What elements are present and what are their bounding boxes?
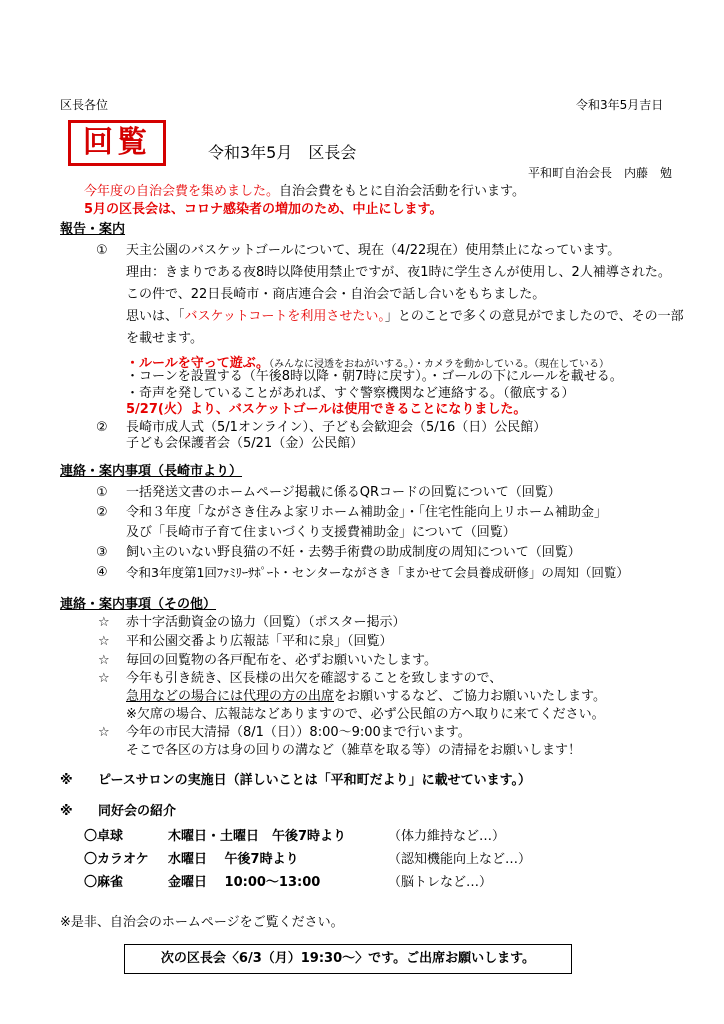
other-heading: 連絡・案内事項（その他） bbox=[60, 597, 217, 612]
club-1-when: 木曜日・土曜日 午後7時より bbox=[168, 829, 347, 844]
report-item2-line1: 長崎市成人式（5/1オンライン）、子ども会歓迎会（5/16（日）公民館） bbox=[126, 420, 547, 435]
report-item1-line4-red: バスケットコートを利用させたい。 bbox=[184, 309, 385, 324]
peace-salon-note bbox=[60, 772, 531, 790]
club-2-name: 〇カラオケ bbox=[84, 852, 149, 867]
city-item1-marker: ① bbox=[96, 485, 108, 500]
clubs-heading-row bbox=[60, 803, 176, 821]
other-item5-marker: ☆ bbox=[98, 725, 110, 740]
intro-cancel-notice: 5月の区長会は、コロナ感染者の増加のため、中止にします。 bbox=[84, 202, 443, 217]
club-3-desc: （脳トレなど…） bbox=[388, 875, 493, 890]
city-item3-marker: ③ bbox=[96, 545, 108, 560]
club-1-desc: （体力維持など…） bbox=[388, 829, 506, 844]
report-item2-marker: ② bbox=[96, 420, 108, 435]
other-item4-line3: ※欠席の場合、広報誌などありますので、必ず公民館の方へ取りに来てください。 bbox=[126, 707, 605, 722]
city-item2-marker: ② bbox=[96, 505, 108, 520]
club-3-name: 〇麻雀 bbox=[84, 875, 124, 890]
other-item1-line1: 赤十字活動資金の協力（回覧）（ポスター掲示） bbox=[126, 615, 406, 630]
sender: 平和町自治会長 内藤 勉 bbox=[528, 166, 673, 180]
report-item1-line5: を載せます。 bbox=[126, 331, 203, 346]
other-item2-line1: 平和公園交番より広報誌「平和に泉」（回覧） bbox=[126, 634, 393, 649]
report-item1-line1: 天主公園のバスケットゴールについて、現在（4/22現在）使用禁止になっています。 bbox=[126, 243, 621, 258]
note-mark: ※ bbox=[60, 773, 73, 788]
other-item2-marker: ☆ bbox=[98, 634, 110, 649]
homepage-note: ※是非、自治会のホームページをご覧ください。 bbox=[60, 915, 344, 930]
other-item4-line2-underlined: 急用などの場合には代理の方の出席 bbox=[126, 689, 335, 704]
other-item4-line1: 今年も引き続き、区長様の出欠を確認することを致しますので、 bbox=[126, 671, 503, 686]
date: 令和3年5月吉日 bbox=[576, 98, 664, 112]
other-item4-line2-rest: をお願いするなど、ご協力お願いいたします。 bbox=[334, 689, 606, 704]
club-3-when: 金曜日 10:00～13:00 bbox=[168, 875, 321, 890]
report-bullet-1-small: （みんなに浸透をおねがいする。）・カメラを動かしている。（現在している） bbox=[269, 359, 610, 370]
report-item1-marker: ① bbox=[96, 243, 108, 258]
city-item2-line2: 及び「長崎市子育て住まいづくり支援費補助金」について（回覧） bbox=[126, 525, 516, 540]
other-item4-line2 bbox=[126, 688, 606, 706]
intro-fee-usage: 自治会費をもとに自治会活動を行います。 bbox=[279, 184, 525, 199]
club-2-desc: （認知機能向上など…） bbox=[388, 852, 532, 867]
report-item1-line2: 理由：きまりである夜8時以降使用禁止ですが、夜1時に学生さんが使用し、2人補導された。 bbox=[126, 265, 671, 280]
other-item3-line1: 毎回の回覧物の各戸配布を、必ずお願いいたします。 bbox=[126, 653, 437, 668]
city-item4-line1: 令和3年度第1回ﾌｧﾐﾘｰｻﾎﾟｰﾄ・センターながさき「まかせて会員養成研修」の周知（回覧） bbox=[126, 565, 629, 580]
club-1-name: 〇卓球 bbox=[84, 829, 124, 844]
other-item4-marker: ☆ bbox=[98, 671, 110, 686]
other-item1-marker: ☆ bbox=[98, 615, 110, 630]
report-item1-line3: この件で、22日長崎市・商店連合会・自治会で話し合いをもちました。 bbox=[126, 287, 546, 302]
report-bullet-2: ・コーンを設置する（午後8時以降・朝7時に戻す）。・ゴールの下にルールを載せる。 bbox=[126, 369, 623, 384]
city-item1-line1: 一括発送文書のホームページ掲載に係るQRコードの回覧について（回覧） bbox=[126, 485, 561, 500]
city-item2-line1: 令和３年度「ながさき住みよ家リホーム補助金」・「住宅性能向上リホーム補助金」 bbox=[126, 505, 608, 520]
report-bullet-3: ・奇声を発していることがあれば、すぐ警察機関など連絡する。（徹底する） bbox=[126, 386, 575, 401]
other-item5-line2: そこで各区の方は身の回りの溝など（雑草を取る等）の清掃をお願いします！ bbox=[126, 743, 582, 758]
report-item2-line2: 子ども会保護者会（5/21（金）公民館） bbox=[126, 436, 364, 451]
note-mark-2: ※ bbox=[60, 804, 73, 819]
report-item1-line4-pre: 思いは、「 bbox=[126, 309, 185, 324]
intro-fee-notice: 今年度の自治会費を集めました。 bbox=[84, 184, 280, 199]
addressee: 区長各位 bbox=[60, 98, 109, 112]
other-item3-marker: ☆ bbox=[98, 653, 110, 668]
report-item1-line4-post: 」とのことで多くの意見がでましたので、その一部 bbox=[384, 309, 684, 324]
page-title: 令和3年5月 区長会 bbox=[208, 143, 357, 162]
report-item1-line4 bbox=[126, 308, 684, 326]
next-meeting-box: 次の区長会〈6/3（月）19:30～〉です。ご出席お願いします。 bbox=[124, 944, 572, 974]
peace-salon-text: ピースサロンの実施日（詳しいことは「平和町だより」に載せています。） bbox=[98, 773, 532, 788]
city-item3-line1: 飼い主のいない野良猫の不妊・去勢手術費の助成制度の周知について（回覧） bbox=[126, 545, 581, 560]
intro-line-1 bbox=[84, 183, 525, 201]
kairan-stamp: 回覧 bbox=[68, 120, 166, 166]
city-item4-marker: ④ bbox=[96, 565, 108, 580]
other-item5-line1: 今年の市民大清掃（8/1（日））8:00～9:00まで行います。 bbox=[126, 725, 471, 740]
city-heading: 連絡・案内事項（長崎市より） bbox=[60, 464, 243, 479]
clubs-heading: 同好会の紹介 bbox=[98, 804, 177, 819]
report-bullet-1-red: ・ルールを守って遊ぶ。 bbox=[126, 356, 270, 371]
club-2-when: 水曜日 午後7時より bbox=[168, 852, 299, 867]
report-heading: 報告・案内 bbox=[60, 222, 126, 237]
report-result: 5/27(火）より、バスケットゴールは使用できることになりました。 bbox=[126, 402, 527, 417]
